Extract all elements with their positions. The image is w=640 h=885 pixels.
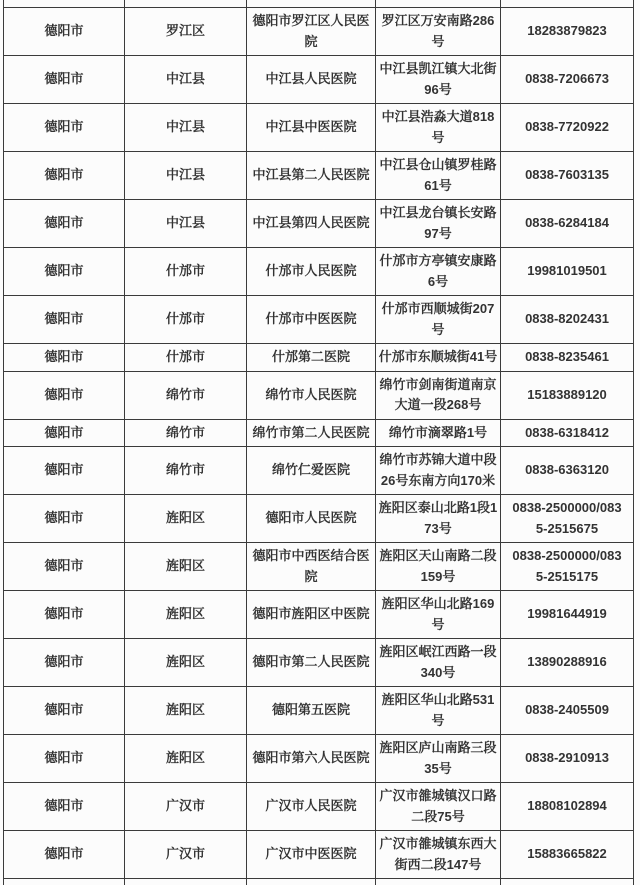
table-row — [4, 248, 634, 296]
cell-city: 德阳市 — [4, 687, 125, 735]
cell-hospital: 绵竹市人民医院 — [247, 371, 376, 419]
cell-phone: 0838-6363120 — [501, 447, 634, 495]
cell-hospital: 中江县第四人民医院 — [247, 200, 376, 248]
cell-phone: 0838-7720922 — [501, 104, 634, 152]
cell-city: 德阳市 — [4, 104, 125, 152]
cell-phone: 0838-7206673 — [501, 56, 634, 104]
cell-hospital: 绵竹仁爱医院 — [247, 447, 376, 495]
cell-district: 什邡市 — [125, 248, 247, 296]
cell-city: 德阳市 — [4, 639, 125, 687]
cell-district: 中江县 — [125, 152, 247, 200]
table-row — [4, 56, 634, 104]
cell-hospital: 德阳第五医院 — [247, 687, 376, 735]
cell-district: 广汉市 — [125, 783, 247, 831]
cell-phone: 19981644919 — [501, 591, 634, 639]
cell-district: 旌阳区 — [125, 543, 247, 591]
cell-city: 德阳市 — [4, 56, 125, 104]
cell-address: 绵竹市剑南街道南京大道一段268号 — [376, 371, 501, 419]
hospital-table — [3, 0, 634, 885]
cell-district: 旌阳区 — [125, 591, 247, 639]
cell-hospital: 广汉市中医医院 — [247, 831, 376, 879]
cell-district: 罗江区 — [125, 8, 247, 56]
table-row — [4, 419, 634, 447]
cell-phone: 15883665822 — [501, 831, 634, 879]
cell-hospital: 什邡市人民医院 — [247, 248, 376, 296]
cell-city: 德阳市 — [4, 419, 125, 447]
cell-phone: 0838-8235461 — [501, 344, 634, 372]
cell-address: 旌阳区庐山南路三段35号 — [376, 735, 501, 783]
cell-city: 德阳市 — [4, 200, 125, 248]
cell-hospital: 中江县第二人民医院 — [247, 152, 376, 200]
cell-district: 旌阳区 — [125, 735, 247, 783]
cell-phone: 0838-8202431 — [501, 296, 634, 344]
table-body — [4, 0, 634, 885]
cell-district: 绵竹市 — [125, 447, 247, 495]
cell-city: 德阳市 — [4, 371, 125, 419]
cell-address: 中江县龙台镇长安路97号 — [376, 200, 501, 248]
cell-address: 绵竹市苏锦大道中段26号东南方向170米 — [376, 447, 501, 495]
cell-city: 德阳市 — [4, 447, 125, 495]
cell-district: 旌阳区 — [125, 687, 247, 735]
cell-phone: 13890288916 — [501, 639, 634, 687]
cell-district: 中江县 — [125, 200, 247, 248]
table-row — [4, 831, 634, 879]
cell-phone: 0838-2405509 — [501, 687, 634, 735]
cell-hospital: 德阳市中西医结合医院 — [247, 543, 376, 591]
table-row — [4, 543, 634, 591]
cell-phone: 0838-2500000/0835-2515175 — [501, 543, 634, 591]
cell-phone: 0838-7603135 — [501, 152, 634, 200]
table-row — [4, 687, 634, 735]
cell-city: 德阳市 — [4, 495, 125, 543]
cell-hospital: 德阳市旌阳区中医院 — [247, 591, 376, 639]
table-row — [4, 152, 634, 200]
table-row — [4, 447, 634, 495]
cell-hospital: 什邡市中医医院 — [247, 296, 376, 344]
cell-district: 绵竹市 — [125, 371, 247, 419]
cell-hospital: 德阳市人民医院 — [247, 495, 376, 543]
cell-district: 什邡市 — [125, 296, 247, 344]
cell-address: 旌阳区岷江西路一段340号 — [376, 639, 501, 687]
table-row — [4, 591, 634, 639]
cell-city: 德阳市 — [4, 831, 125, 879]
cell-phone: 19981019501 — [501, 248, 634, 296]
cell-hospital: 什邡第二医院 — [247, 344, 376, 372]
table-row — [4, 104, 634, 152]
table-row — [4, 639, 634, 687]
cell-city: 德阳市 — [4, 543, 125, 591]
cell-address: 罗江区万安南路286号 — [376, 8, 501, 56]
cell-city: 德阳市 — [4, 591, 125, 639]
table-row — [4, 296, 634, 344]
partial-row-bottom — [4, 879, 634, 885]
cell-address: 旌阳区天山南路二段159号 — [376, 543, 501, 591]
cell-city: 德阳市 — [4, 735, 125, 783]
cell-phone: 0838-2500000/0835-2515675 — [501, 495, 634, 543]
cell-hospital: 德阳市第二人民医院 — [247, 639, 376, 687]
cell-city: 德阳市 — [4, 248, 125, 296]
cell-address: 中江县仓山镇罗桂路61号 — [376, 152, 501, 200]
table-row — [4, 371, 634, 419]
cell-address: 旌阳区华山北路169号 — [376, 591, 501, 639]
cell-district: 中江县 — [125, 104, 247, 152]
cell-city: 德阳市 — [4, 344, 125, 372]
table-row — [4, 495, 634, 543]
cell-hospital: 德阳市第六人民医院 — [247, 735, 376, 783]
table-row — [4, 735, 634, 783]
cell-hospital: 广汉市人民医院 — [247, 783, 376, 831]
cell-city: 德阳市 — [4, 783, 125, 831]
table-row — [4, 8, 634, 56]
cell-address: 什邡市西顺城街207号 — [376, 296, 501, 344]
cell-address: 广汉市雒城镇汉口路二段75号 — [376, 783, 501, 831]
table-row — [4, 200, 634, 248]
cell-phone: 0838-6318412 — [501, 419, 634, 447]
cell-hospital: 中江县人民医院 — [247, 56, 376, 104]
table-row — [4, 344, 634, 372]
cell-district: 绵竹市 — [125, 419, 247, 447]
cell-district: 旌阳区 — [125, 639, 247, 687]
cell-phone: 18808102894 — [501, 783, 634, 831]
cell-address: 绵竹市滴翠路1号 — [376, 419, 501, 447]
cell-district: 中江县 — [125, 56, 247, 104]
cell-phone: 15183889120 — [501, 371, 634, 419]
cell-address: 什邡市方亭镇安康路6号 — [376, 248, 501, 296]
cell-phone: 0838-6284184 — [501, 200, 634, 248]
table-row — [4, 783, 634, 831]
cell-address: 什邡市东顺城街41号 — [376, 344, 501, 372]
cell-hospital: 德阳市罗江区人民医院 — [247, 8, 376, 56]
cell-address: 中江县凯江镇大北街96号 — [376, 56, 501, 104]
partial-row-top — [4, 0, 634, 8]
cell-address: 中江县浩淼大道818号 — [376, 104, 501, 152]
cell-district: 广汉市 — [125, 831, 247, 879]
cell-district: 什邡市 — [125, 344, 247, 372]
cell-city: 德阳市 — [4, 8, 125, 56]
cell-address: 旌阳区华山北路531号 — [376, 687, 501, 735]
cell-address: 旌阳区泰山北路1段173号 — [376, 495, 501, 543]
cell-address: 广汉市雒城镇东西大街西二段147号 — [376, 831, 501, 879]
cell-hospital: 中江县中医医院 — [247, 104, 376, 152]
cell-city: 德阳市 — [4, 296, 125, 344]
cell-phone: 18283879823 — [501, 8, 634, 56]
cell-hospital: 绵竹市第二人民医院 — [247, 419, 376, 447]
cell-city: 德阳市 — [4, 152, 125, 200]
cell-phone: 0838-2910913 — [501, 735, 634, 783]
cell-district: 旌阳区 — [125, 495, 247, 543]
